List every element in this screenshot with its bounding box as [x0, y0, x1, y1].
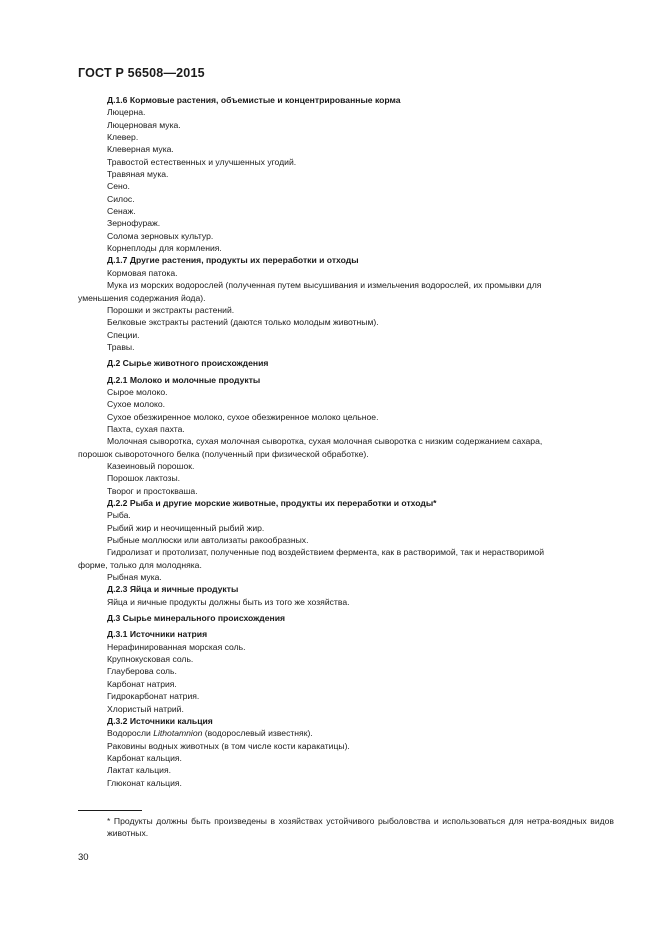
section-heading-d21: Д.2.1 Молоко и молочные продукты [107, 374, 261, 385]
list-item: Нерафинированная морская соль. [107, 641, 246, 652]
section-heading-d23: Д.2.3 Яйца и яичные продукты [107, 584, 239, 595]
footnote-divider [78, 810, 142, 811]
section-heading-d32: Д.3.2 Источники кальция [107, 715, 213, 726]
list-item: Солома зерновых культур. [107, 230, 214, 241]
list-item: Травостой естественных и улучшенных угодий. [107, 156, 297, 167]
list-item: Порошки и экстракты растений. [107, 304, 235, 315]
list-item: Раковины водных животных (в том числе кости каракатицы). [107, 740, 350, 751]
list-item: Специи. [107, 329, 140, 340]
list-item: Травяная мука. [107, 169, 169, 180]
list-item: Гидрокарбонат натрия. [107, 691, 200, 702]
list-item: Рыбные моллюски или автолизаты ракообразных. [107, 535, 309, 546]
list-item: Корнеплоды для кормления. [107, 243, 222, 254]
footnote-text: * Продукты должны быть произведены в хозяйствах устойчивого рыболовства и использоваться для нетра-воядных видов животных. [107, 816, 614, 839]
list-item-first-line: Гидролизат и протолизат, полученные под воздействием фермента, как в растворимой, так и нерастворимой [107, 547, 544, 558]
list-item: Казеиновый порошок. [107, 460, 195, 471]
list-item: Клевер. [107, 132, 139, 143]
list-item: Травы. [107, 341, 135, 352]
list-item: Рыбная мука. [107, 572, 162, 583]
list-item: Зернофураж. [107, 218, 161, 229]
list-item-continuation: форме, только для молодняка. [78, 559, 202, 570]
list-item: Хлористый натрий. [107, 703, 184, 714]
section-heading-d31: Д.3.1 Источники натрия [107, 629, 208, 640]
list-item: Клеверная мука. [107, 144, 174, 155]
list-item: Сырое молоко. [107, 386, 168, 397]
list-item: Люцерна. [107, 107, 146, 118]
list-item: Глауберова соль. [107, 666, 177, 677]
list-item: Сено. [107, 181, 130, 192]
list-item-continuation: порошок сывороточного белка (полученный при физической обработке). [78, 448, 369, 459]
algae-prefix: Водоросли [107, 728, 154, 739]
footnote [78, 815, 614, 840]
section-heading-d3: Д.3 Сырье минерального происхождения [107, 613, 286, 624]
list-item: Белковые экстракты растений (даются только молодым животным). [107, 317, 379, 328]
document-body [78, 94, 614, 789]
page-number: 30 [78, 852, 89, 863]
list-item: Карбонат натрия. [107, 678, 177, 689]
list-item-first-line: Молочная сыворотка, сухая молочная сыворотка, сухая молочная сыворотка с низким содержанием сахара, [107, 436, 543, 447]
algae-suffix: (водорослевый известняк). [202, 728, 313, 739]
section-heading-d17: Д.1.7 Другие растения, продукты их переработки и отходы [107, 255, 359, 266]
list-item: Кормовая патока. [107, 267, 178, 278]
list-item: Рыба. [107, 510, 131, 521]
list-item: Рыбий жир и неочищенный рыбий жир. [107, 522, 265, 533]
list-item: Карбонат кальция. [107, 752, 182, 763]
section-heading-d2: Д.2 Сырье животного происхождения [107, 358, 269, 369]
list-item: Сухое молоко. [107, 399, 166, 410]
list-item: Сухое обезжиренное молоко, сухое обезжиренное молоко цельное. [107, 411, 379, 422]
list-item: Крупнокусковая соль. [107, 654, 194, 665]
algae-latin-name: Lithotamnion [153, 728, 203, 739]
section-heading-d22: Д.2.2 Рыба и другие морские животные, продукты их переработки и отходы* [107, 498, 437, 508]
list-item-algae [78, 727, 614, 739]
list-item: Яйца и яичные продукты должны быть из того же хозяйства. [107, 596, 350, 607]
list-item: Лактат кальция. [107, 765, 172, 776]
list-item: Порошок лактозы. [107, 473, 181, 484]
list-item-first-line: Мука из морских водорослей (полученная путем высушивания и измельчения водорослей, их промывки для [107, 280, 542, 291]
list-item: Творог и простокваша. [107, 485, 198, 496]
list-item: Люцерновая мука. [107, 119, 181, 130]
list-item: Сенаж. [107, 206, 136, 217]
list-item: Глюконат кальция. [107, 777, 182, 788]
list-item: Пахта, сухая пахта. [107, 423, 185, 434]
list-item-continuation: уменьшения содержания йода). [78, 292, 206, 303]
section-heading-d16: Д.1.6 Кормовые растения, объемистые и концентрированные корма [107, 95, 401, 105]
document-header: ГОСТ Р 56508—2015 [78, 66, 205, 80]
list-item: Силос. [107, 193, 135, 204]
